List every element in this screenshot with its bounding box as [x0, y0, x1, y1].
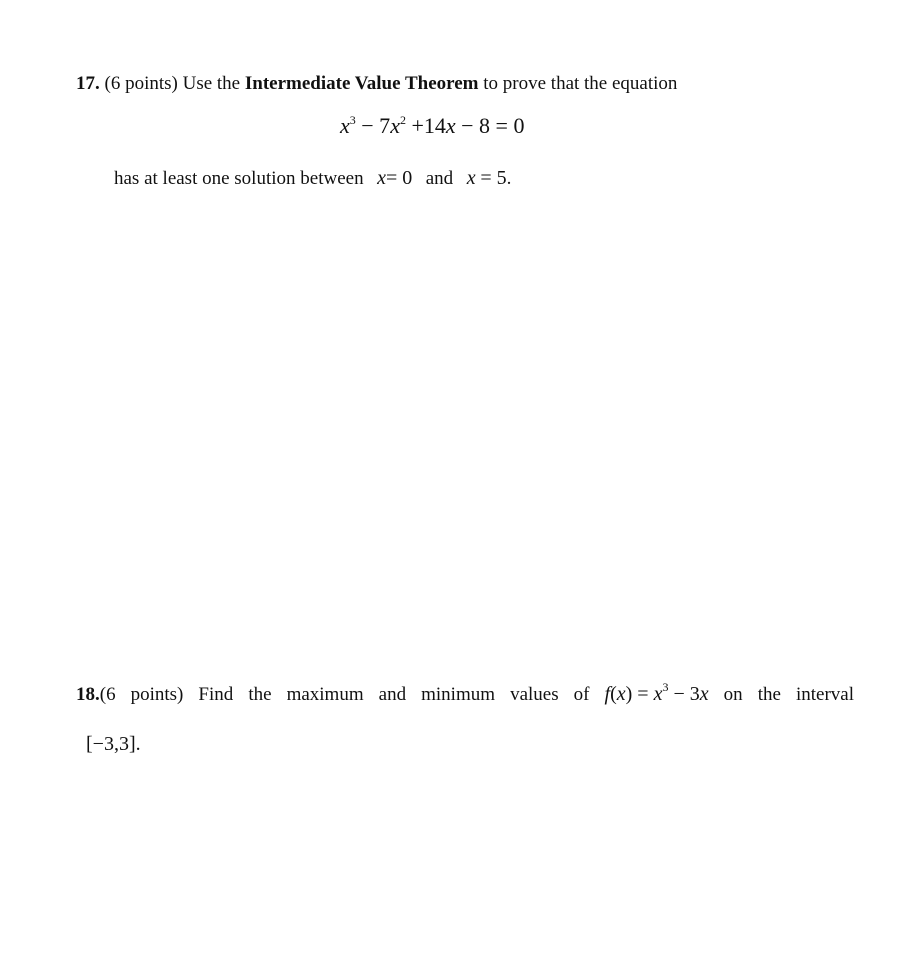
- eq-x2-term: x: [390, 113, 400, 138]
- condition-lead: has at least one solution between: [114, 168, 364, 189]
- eq-tail: − 8 = 0: [461, 113, 525, 138]
- function-equals: ) =: [625, 683, 649, 705]
- q18-word: and: [378, 684, 407, 705]
- function-definition: [605, 682, 709, 706]
- q18-word: minimum: [421, 684, 496, 705]
- q18-word: maximum: [286, 684, 364, 705]
- condition-x2: x: [466, 167, 476, 189]
- question-17-points: (6 points) Use the: [104, 73, 241, 94]
- question-17-condition: [114, 166, 511, 191]
- q18-word: points): [130, 684, 184, 705]
- q18-word: the: [757, 684, 781, 705]
- condition-period: .: [506, 168, 512, 189]
- condition-value-2: = 5: [480, 167, 507, 189]
- eq-minus-7: − 7: [361, 113, 391, 138]
- function-f: f: [604, 683, 611, 705]
- question-17-prompt-end: to prove that the equation: [483, 73, 678, 94]
- q18-word: (6: [99, 684, 116, 705]
- condition-x1: x: [377, 167, 386, 189]
- q18-word: of: [573, 684, 590, 705]
- function-x-cubed: x: [653, 683, 663, 705]
- condition-and: and: [425, 168, 454, 189]
- function-open-paren: (: [610, 683, 617, 705]
- condition-value-1: = 0: [385, 167, 413, 189]
- theorem-name: Intermediate Value Theorem: [244, 73, 479, 94]
- q18-word: values: [510, 684, 559, 705]
- eq-exponent-3: 3: [349, 113, 356, 127]
- q18-word: on: [723, 684, 743, 705]
- eq-exponent-2: 2: [399, 113, 406, 127]
- question-17-prompt: [76, 72, 677, 96]
- eq-x-linear: x: [445, 113, 456, 138]
- function-x-linear: x: [699, 683, 709, 705]
- question-18-lead: [76, 683, 116, 707]
- question-18-number: 18.: [76, 684, 100, 705]
- cubic-equation: [340, 114, 524, 138]
- eq-plus-14: +14: [411, 113, 446, 138]
- function-arg: x: [616, 683, 626, 705]
- q18-word: interval: [795, 684, 854, 705]
- q18-word: the: [248, 684, 272, 705]
- function-exponent-3: 3: [662, 680, 669, 694]
- interval: [−3,3].: [86, 733, 141, 755]
- q18-word: Find: [198, 684, 234, 705]
- eq-x-term: x: [340, 113, 350, 138]
- question-17-number: 17.: [76, 73, 100, 94]
- question-18-prompt: [76, 682, 854, 707]
- function-minus-3: − 3: [673, 683, 700, 705]
